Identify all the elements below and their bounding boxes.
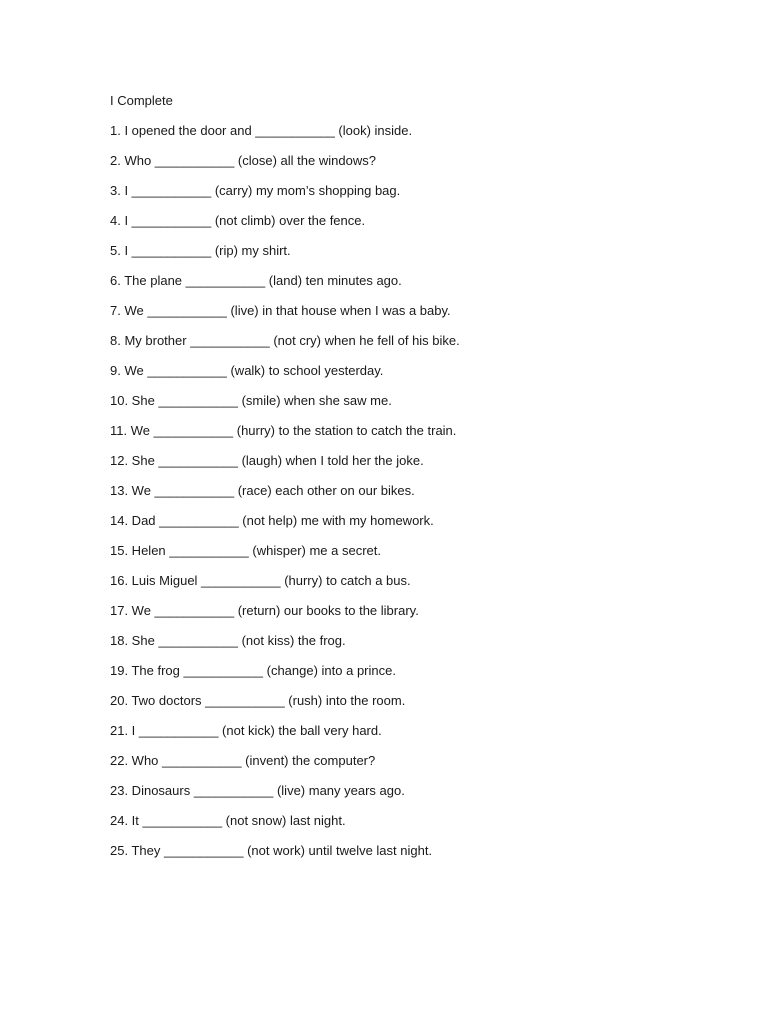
exercise-item-24: 24. It ___________ (not snow) last night. — [110, 813, 346, 828]
exercise-item-18: 18. She ___________ (not kiss) the frog. — [110, 633, 346, 648]
exercise-item-25: 25. They ___________ (not work) until twelve last night. — [110, 843, 433, 858]
exercise-item-10: 10. She ___________ (smile) when she saw me. — [110, 393, 392, 408]
exercise-item-20: 20. Two doctors ___________ (rush) into the room. — [110, 693, 406, 708]
exercise-item-6: 6. The plane ___________ (land) ten minutes ago. — [110, 273, 402, 288]
exercise-item-8: 8. My brother ___________ (not cry) when he fell of his bike. — [110, 333, 460, 348]
worksheet-title: I Complete — [110, 93, 173, 108]
exercise-item-17: 17. We ___________ (return) our books to the library. — [110, 603, 419, 618]
exercise-item-2: 2. Who ___________ (close) all the windows? — [110, 153, 376, 168]
exercise-item-4: 4. I ___________ (not climb) over the fence. — [110, 213, 366, 228]
exercise-item-3: 3. I ___________ (carry) my mom’s shopping bag. — [110, 183, 401, 198]
exercise-item-21: 21. I ___________ (not kick) the ball very hard. — [110, 723, 382, 738]
exercise-list — [110, 123, 460, 873]
exercise-item-16: 16. Luis Miguel ___________ (hurry) to catch a bus. — [110, 573, 411, 588]
exercise-item-14: 14. Dad ___________ (not help) me with my homework. — [110, 513, 434, 528]
exercise-item-9: 9. We ___________ (walk) to school yesterday. — [110, 363, 384, 378]
exercise-item-1: 1. I opened the door and ___________ (look) inside. — [110, 123, 413, 138]
exercise-item-23: 23. Dinosaurs ___________ (live) many years ago. — [110, 783, 405, 798]
exercise-item-19: 19. The frog ___________ (change) into a prince. — [110, 663, 396, 678]
exercise-item-7: 7. We ___________ (live) in that house when I was a baby. — [110, 303, 451, 318]
exercise-item-22: 22. Who ___________ (invent) the computer? — [110, 753, 376, 768]
exercise-item-11: 11. We ___________ (hurry) to the station to catch the train. — [110, 423, 457, 438]
exercise-item-15: 15. Helen ___________ (whisper) me a secret. — [110, 543, 381, 558]
exercise-item-12: 12. She ___________ (laugh) when I told her the joke. — [110, 453, 424, 468]
exercise-item-13: 13. We ___________ (race) each other on our bikes. — [110, 483, 415, 498]
exercise-item-5: 5. I ___________ (rip) my shirt. — [110, 243, 291, 258]
